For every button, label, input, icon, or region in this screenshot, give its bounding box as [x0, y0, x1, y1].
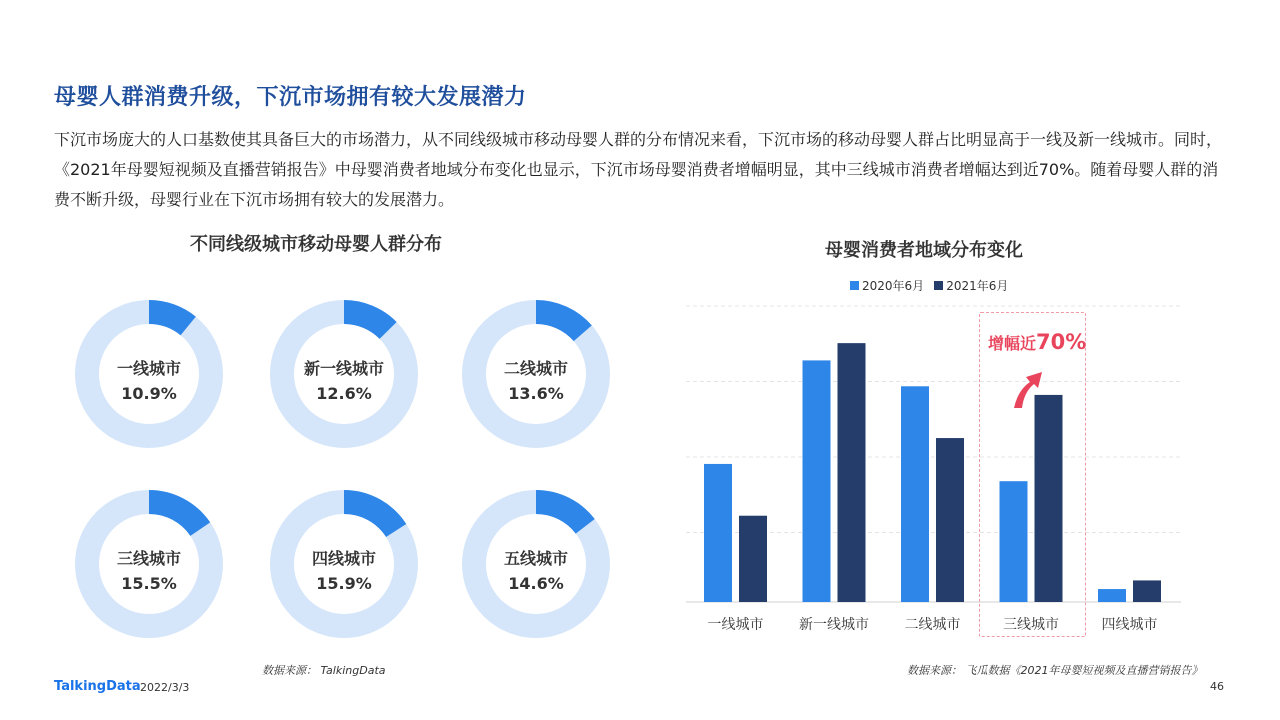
donut-value-1: 10.9% — [121, 384, 177, 403]
donut-label-3: 二线城市 — [503, 359, 568, 378]
bar-2021-1 — [739, 516, 767, 602]
donut-slice-6 — [536, 502, 585, 526]
highlight-box — [979, 312, 1086, 637]
talkingdata-logo: TalkingData — [54, 679, 141, 694]
bar-2020-5 — [1098, 589, 1126, 602]
donut-value-6: 14.6% — [508, 574, 564, 593]
page-title: 母婴人群消费升级，下沉市场拥有较大发展潜力 — [54, 85, 527, 110]
donut-chart-title: 不同线级城市移动母婴人群分布 — [190, 234, 442, 255]
donut-value-4: 15.5% — [121, 574, 177, 593]
bar-chart-title: 母婴消费者地域分布变化 — [825, 240, 1023, 261]
bar-2021-2 — [838, 343, 866, 602]
donut-label-6: 五线城市 — [503, 549, 568, 568]
donut-value-2: 12.6% — [316, 384, 372, 403]
x-tick-label-4: 三线城市 — [1003, 617, 1059, 633]
donut-slice-4 — [149, 502, 200, 529]
bar-2021-5 — [1133, 580, 1161, 602]
donut-5 — [270, 490, 418, 638]
legend-swatch-2021 — [934, 281, 943, 290]
donut-label-1: 一线城市 — [116, 359, 181, 378]
legend-label-2021: 2021年6月 — [946, 279, 1009, 293]
bar-chart — [686, 290, 1186, 640]
footer-date: 2022/3/3 — [140, 681, 190, 694]
donut-slice-1 — [149, 312, 188, 326]
donut-label-4: 三线城市 — [116, 549, 181, 568]
growth-annotation-prefix: 增幅近 — [988, 334, 1037, 353]
page-number: 46 — [1210, 680, 1224, 693]
body-paragraph: 下沉市场庞大的人口基数使其具备巨大的市场潜力，从不同线级城市移动母婴人群的分布情况来看，下沉市场的移动母婴人群占比明显高于一线及新一线城市。同时，《2021年母婴短视频及直播营销报告》中母婴消费者地域分布变化也显示，下沉市场母婴消费者增幅明显，其中三线城市消费者增幅达到近70%。随着母婴人群的消费不断升级，母婴行业在下沉市场拥有较大的发展潜力。 — [54, 130, 1223, 209]
bar-2020-1 — [704, 464, 732, 602]
bar-2021-3 — [936, 438, 964, 602]
bar-2020-3 — [901, 386, 929, 602]
x-tick-label-3: 二线城市 — [904, 617, 961, 633]
donut-label-2: 新一线城市 — [303, 359, 384, 378]
legend-label-2020: 2020年6月 — [862, 279, 925, 293]
growth-annotation-value: 70% — [1036, 330, 1087, 354]
donut-label-5: 四线城市 — [311, 549, 376, 568]
donut-6 — [462, 490, 610, 638]
donut-source: 数据来源： TalkingData — [262, 664, 386, 677]
donut-slice-5 — [344, 502, 396, 530]
growth-annotation — [988, 330, 1086, 354]
legend-swatch-2020 — [850, 281, 859, 290]
bar-source: 数据来源： 飞瓜数据《2021年母婴短视频及直播营销报告》 — [907, 664, 1203, 677]
x-tick-label-1: 一线城市 — [707, 617, 764, 633]
donut-slice-2 — [344, 312, 388, 330]
x-tick-label-5: 四线城市 — [1101, 617, 1158, 633]
bar-2020-2 — [803, 360, 831, 602]
donut-2 — [270, 300, 418, 448]
donut-3 — [462, 300, 610, 448]
donut-value-5: 15.9% — [316, 574, 372, 593]
x-tick-label-2: 新一线城市 — [799, 617, 869, 633]
donut-slice-3 — [536, 312, 583, 333]
donut-4 — [75, 490, 223, 638]
donut-value-3: 13.6% — [508, 384, 564, 403]
donut-1 — [75, 300, 223, 448]
up-arrow-icon — [1010, 368, 1046, 410]
